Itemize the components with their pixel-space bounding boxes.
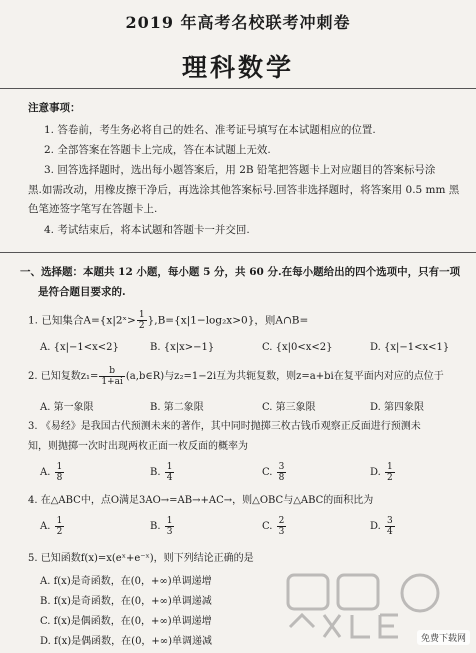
option-b: B. 第二象限 [150,402,204,413]
question-text: (a,b∈R)与z₂=1−2i互为共轭复数，则z=a+bi在复平面内对应的点位于 [125,371,444,382]
question-3-stem-cont: 知，则抛掷一次时出现两枚正面一枚反面的概率为 [28,441,248,452]
option-c: C. f(x)是偶函数，在(0，+∞)单调递增 [40,616,212,627]
option-c: C. $\frac{2}{3}$ [262,516,285,537]
option-d: D. 第四象限 [370,402,425,413]
question-4-stem: 4. 在△ABC中，点O满足3AO→=AB→+AC→，则△OBC与△ABC的面积比为 [28,495,374,506]
option-c: C. $\frac{3}{8}$ [262,462,285,483]
question-text: 1. 已知集合A={x|2ˣ> [28,314,136,327]
option-a: A. f(x)是奇函数，在(0，+∞)单调递增 [40,576,212,587]
question-text: },B={x|1−log₂x>0}，则A∩B= [147,314,309,327]
section-heading: 一、选择题：本题共 12 小题，每小题 5 分，共 60 分.在每小题给出的四个选项中，只有一项 [20,266,461,278]
option-a: A. 第一象限 [40,402,94,413]
subject-title: 理科数学 [181,53,294,82]
option-c: C. 第三象限 [262,402,316,413]
note-item: 1. 答卷前，考生务必将自己的姓名、准考证号填写在本试题相应的位置. [44,124,376,136]
question-2-stem [28,366,444,387]
question-5-stem: 5. 已知函数f(x)=x(eˣ+e⁻ˣ)，则下列结论正确的是 [28,553,254,564]
option-d: D. $\frac{3}{4}$ [370,516,393,537]
option-d: D. f(x)是偶函数，在(0，+∞)单调递减 [40,636,213,647]
option-b: B. f(x)是奇函数，在(0，+∞)单调递减 [40,596,212,607]
watermark-badge: 免费下载网 [417,630,470,645]
note-item: 黑.如需改动，用橡皮擦干净后，再选涂其他答案标号.回答非选择题时，将答案用 0.5 mm 黑 [28,184,460,196]
option-d: D. $\frac{1}{2}$ [370,462,393,483]
divider [0,88,476,89]
fraction: $\frac{1}{2}$ [138,310,145,331]
option-d: D. {x|−1<x<1} [370,342,450,353]
exam-series-title: 2019 年高考名校联考冲刺卷 [125,13,351,32]
option-a: A. {x|−1<x<2} [40,342,119,353]
option-b: B. $\frac{1}{4}$ [150,462,173,483]
question-3-stem: 3. 《易经》是我国古代预测未来的著作，其中同时抛掷三枚古钱币观察正反面进行预测未 [28,421,421,432]
section-heading-cont: 是符合题目要求的. [38,286,126,298]
option-b: B. {x|x>−1} [150,342,215,353]
option-b: B. $\frac{1}{3}$ [150,516,173,537]
note-item: 3. 回答选择题时，选出每小题答案后，用 2B 铅笔把答题卡上对应题目的答案标号涂 [44,164,436,176]
fraction: $\frac{b}{1+ai}$ [101,366,123,387]
option-c: C. {x|0<x<2} [262,342,333,353]
option-a: A. $\frac{1}{8}$ [40,462,63,483]
note-item: 2. 全部答案在答题卡上完成，答在本试题上无效. [44,144,271,156]
note-item: 色笔迹签字笔写在答题卡上. [28,203,158,215]
option-a: A. $\frac{1}{2}$ [40,516,63,537]
question-text: 2. 已知复数z₁= [28,371,99,382]
divider [0,252,476,253]
note-item: 4. 考试结束后，将本试题和答题卡一并交回. [44,224,250,236]
notes-heading: 注意事项： [28,102,81,114]
question-1-stem [28,310,308,331]
